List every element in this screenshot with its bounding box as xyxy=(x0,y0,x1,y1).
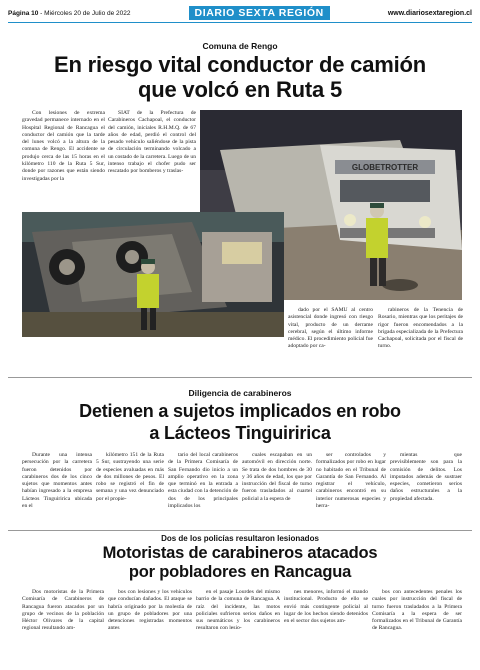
article2-column-3 xyxy=(168,452,238,527)
article1-headline-line2: que volcó en Ruta 5 xyxy=(137,77,343,102)
article1-text-4: rabineros de la Tenencia de Rosario, mientras que los peritajes de rigor fueron encomendados a la brigada especializada de la Prefectura Cachapoal, solicitada por el fiscal de turno. xyxy=(378,307,463,350)
article2-column-4 xyxy=(242,452,312,527)
article1-column-3 xyxy=(288,307,373,367)
article1-column-4 xyxy=(378,307,463,367)
article2-text-4: cuales escapaban en un automóvil en dirección norte. Se trata de dos hombres de 30 y 36 años de edad, los que por instrucción del fiscal de turno fueron trasladados al cuartel policial a la espera de xyxy=(242,452,312,502)
truck-brand-text: GLOBETROTTER xyxy=(351,163,419,172)
article3-column-2 xyxy=(108,589,192,667)
article3-headline xyxy=(10,544,470,582)
article3-column-1 xyxy=(22,589,104,667)
article2-column-1 xyxy=(22,452,92,527)
article2-text-6: mientas que previsiblemente son para la comisión de delitos. Los imputados además de sustraer especies, cometieron serios daños estructurales a la propiedad afectada. xyxy=(390,452,462,502)
article2-headline-line1: Detienen a sujetos implicados en robo xyxy=(79,401,401,421)
website-url[interactable]: www.diariosextaregion.cl xyxy=(387,9,472,17)
issue-date: - Miércoles 20 de Julio de 2022 xyxy=(40,9,131,17)
article3-column-3 xyxy=(196,589,280,667)
article2-text-2: kilómetro 151 de la Ruta 5 Sur, sustrayendo una serie de especies avaluadas en más de dos millones de pesos. El robo se registró el fin de semana y una vez denunciado por el propie- xyxy=(96,452,164,502)
article3-headline-line1: Motoristas de carabineros atacados xyxy=(102,544,378,562)
article2-column-5 xyxy=(316,452,386,527)
article3-text-3: en el pasaje Lourdes del mismo barrio de la comuna de Rancagua. A raíz del incidente, las motos policiales sufrieron serios daños en sus neumáticos y los carabineros resultaron con lesio- xyxy=(196,589,280,632)
article2-column-6 xyxy=(390,452,462,527)
article2-column-2 xyxy=(96,452,164,527)
article1-text-1: Con lesiones de extrema gravedad permanece internado en el Hospital Regional de Rancagua el conductor del camión que la tarde del lunes volcó a la altura de la comuna de Rengo. El accidente se produjo cerca de las 15 horas en el kilómetro 110 de la Ruta 5 Sur, donde por razones que están siendo investigadas por la xyxy=(22,110,105,182)
article1-text-2: SIAT de la Prefectura de Carabineros Cachapoal, el conductor del camión, iniciales R.H.M.Q. de 67 años de edad, perdió el control del pesado vehículo saliéndose de la pista de circulación terminando volcado a un costado de la carretera. Luego de un intenso trabajo el chofer pudo ser rescatado por bomberos y traslas- xyxy=(108,110,196,175)
article3-text-5: bos con antecedentes penales los cuales por instrucción del fiscal de turno fueron trasladados a la Primera Comisaría a la espera de ser formalizados en el Tribunal de Garantía de Rancagua. xyxy=(372,589,462,632)
masthead xyxy=(8,6,472,20)
newspaper-name: DIARIO SEXTA REGIÓN xyxy=(189,6,330,20)
article-separator-2 xyxy=(8,530,472,531)
article1-column-1 xyxy=(22,110,105,210)
article3-text-1: Dos motoristas de la Primera Comisaría de Carabineros de Rancagua fueron atacados por un grupo de vecinos de la población Héctor Olivares de la capital regional resultando am- xyxy=(22,589,104,632)
masthead-rule xyxy=(8,22,472,23)
article2-text-5: ser controlados y formalizados por robo en lugar no habitado en el Tribunal de Garantía de San Fernando. Al registrar el vehículo, carabineros encontró en su interior numerosas especies y herra- xyxy=(316,452,386,510)
photo-overturned-truck-side xyxy=(22,212,284,337)
article2-text-1: Durante una intensa persecución por la carretera fueron detenidos por carabineros dos de los cinco sujetos que momentos antes habían ingresado a la empresa Lácteos Tinguiririca ubicada en el xyxy=(22,452,92,510)
page-number: Página 10 xyxy=(8,9,39,17)
article1-headline xyxy=(10,52,470,102)
article3-kicker: Dos de los policías resultaron lesionados xyxy=(161,534,319,543)
article2-kicker: Diligencia de carabineros xyxy=(188,388,292,398)
page-info xyxy=(8,10,131,17)
article3-column-5 xyxy=(372,589,462,667)
article2-headline-line2: a Lácteos Tinguiririca xyxy=(149,423,331,443)
article-separator-1 xyxy=(8,377,472,378)
article3-headline-line2: por pobladores en Rancagua xyxy=(128,563,352,581)
article1-headline-line1: En riesgo vital conductor de camión xyxy=(54,52,426,77)
article2-text-3: tario del local carabineros de la Primera Comisaría de San Fernando dio inicio a un amplio operativo en la zona que terminó en la entrada a esta ciudad con la detención de dos de los principales implicados los xyxy=(168,452,238,510)
article3-column-4 xyxy=(284,589,368,667)
article3-text-4: nes menores, informó el mando institucional. Producto de ello se envió más contingente policial al lugar de los hechos siendo detenidos en el sector dos sujetos am- xyxy=(284,589,368,625)
article2-headline xyxy=(10,400,470,444)
article1-text-3: dado por el SAMU al centro asistencial donde ingresó con riesgo vital, producto de un derrame cerebral, según el último informe médico. El procedimiento policial fue adoptado por ca- xyxy=(288,307,373,350)
article3-text-2: bos con lesiones y los vehículos que conducían dañados. El ataque se habría originado por la molestia de un grupo de pobladores por una detenciones registradas momentos antes xyxy=(108,589,192,632)
article1-column-2 xyxy=(108,110,196,210)
article1-kicker: Comuna de Rengo xyxy=(202,41,278,51)
